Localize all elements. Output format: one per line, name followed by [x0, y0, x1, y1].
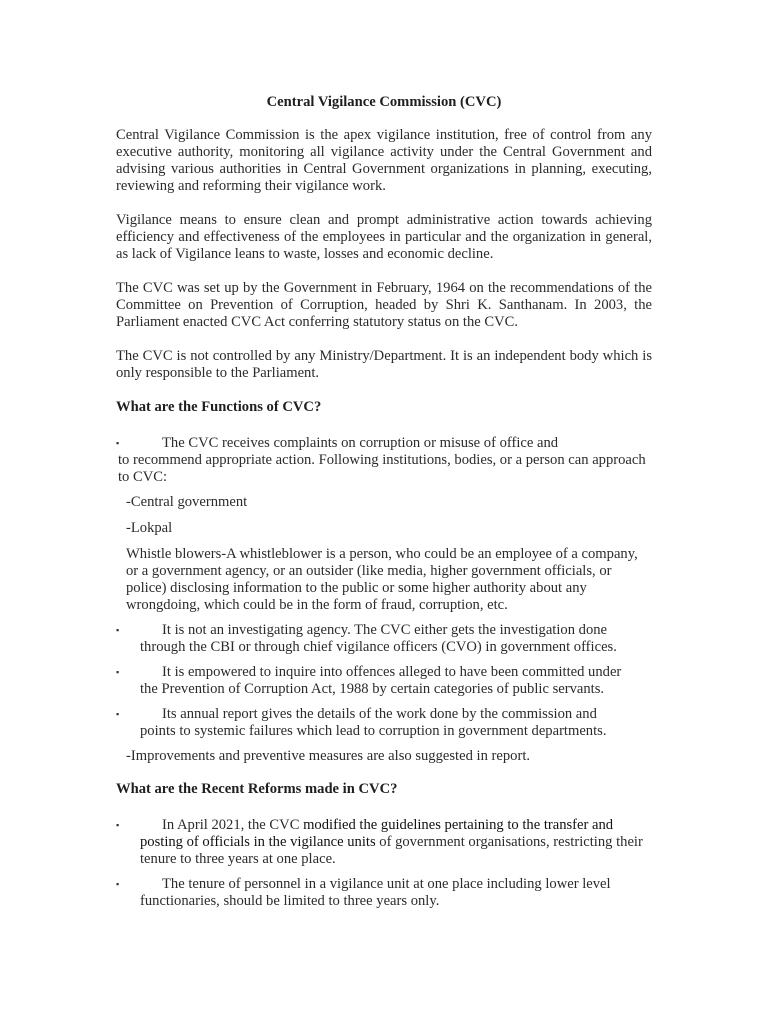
function-bullet-investigation [116, 622, 652, 656]
function-bullet-annual-report [116, 706, 652, 740]
sub-item-improvements: -Improvements and preventive measures are also suggested in report. [126, 748, 531, 764]
reform-highlight-text: modified the guidelines pertaining to the transfer and [303, 817, 614, 833]
function-bullet-complaints [116, 435, 652, 486]
independence-paragraph: The CVC is not controlled by any Ministry/Department. It is an independent body which is only responsible to the Parliament. [116, 348, 652, 381]
reform-text-start: In April 2021, the CVC [162, 817, 304, 833]
bullet-text: to recommend appropriate action. Following institutions, bodies, or a person can approach to CVC: [118, 452, 646, 485]
bullet-marker: ▪ [116, 709, 120, 719]
bullet-marker: ▪ [116, 667, 120, 677]
reform-bullet-april-2021 [116, 817, 652, 868]
bullet-text: the Prevention of Corruption Act, 1988 by certain categories of public servants. [140, 681, 605, 697]
bullet-text: through the CBI or through chief vigilance officers (CVO) in government offices. [140, 639, 617, 655]
reforms-heading: What are the Recent Reforms made in CVC? [116, 781, 398, 797]
bullet-marker: ▪ [116, 625, 120, 635]
bullet-text: It is not an investigating agency. The CVC either gets the investigation done [162, 622, 608, 638]
function-bullet-inquiry [116, 664, 652, 698]
sub-item-central-government: -Central government [126, 494, 248, 510]
functions-heading: What are the Functions of CVC? [116, 399, 322, 415]
bullet-text: functionaries, should be limited to three years only. [140, 893, 440, 909]
reform-text-rest: of government organisations, restricting their tenure to three years at one place. [140, 834, 643, 867]
bullet-text: It is empowered to inquire into offences alleged to have been committed under [162, 664, 622, 680]
document-title: Central Vigilance Commission (CVC) [266, 94, 502, 110]
bullet-text: points to systemic failures which lead to corruption in government departments. [140, 723, 607, 739]
history-paragraph: The CVC was set up by the Government in February, 1964 on the recommendations of the Committee on Prevention of Corruption, headed by Shri K. Santhanam. In 2003, the Parliament enacted CVC Act conferring statutory status on the CVC. [116, 280, 652, 330]
bullet-marker: ▪ [116, 879, 120, 889]
bullet-text: The CVC receives complaints on corruption or misuse of office and [162, 435, 559, 451]
intro-paragraph: Central Vigilance Commission is the apex vigilance institution, free of control from any executive authority, monitoring all vigilance activity under the Central Government and advising various authorities in Central Government organizations in planning, executing, reviewing and reforming their vigilance work. [116, 127, 652, 194]
bullet-marker: ▪ [116, 820, 120, 830]
bullet-text [140, 834, 652, 868]
bullet-text [140, 817, 652, 834]
bullet-text: Its annual report gives the details of the work done by the commission and [162, 706, 597, 722]
sub-item-lokpal: -Lokpal [126, 520, 173, 536]
whistleblower-paragraph: Whistle blowers-A whistleblower is a person, who could be an employee of a company, or a government agency, or an outsider (like media, higher government officials, or police) disclosing information to the public or some higher authority about any wrongdoing, which could be in the form of fraud, corruption, etc. [126, 546, 638, 613]
bullet-text: The tenure of personnel in a vigilance unit at one place including lower level [162, 876, 611, 892]
document-page [116, 94, 652, 918]
bullet-marker: ▪ [116, 438, 120, 448]
reform-bullet-tenure [116, 876, 652, 910]
reform-highlight-text: posting of officials in the vigilance units [140, 834, 376, 850]
vigilance-paragraph: Vigilance means to ensure clean and prompt administrative action towards achieving efficiency and effectiveness of the employees in particular and the organization in general, as lack of Vigilance leans to waste, losses and economic decline. [116, 212, 652, 262]
